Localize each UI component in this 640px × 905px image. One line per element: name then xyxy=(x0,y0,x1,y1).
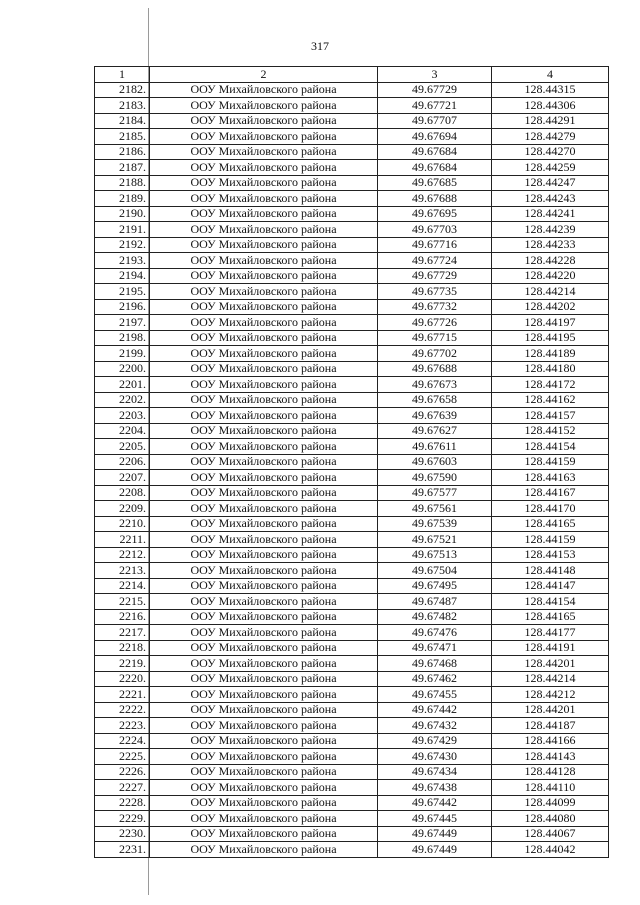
table-row xyxy=(95,346,609,362)
row-number-cell: 2213. xyxy=(95,563,150,579)
table-row xyxy=(95,206,609,222)
area-name-cell: ООУ Михайловского района xyxy=(150,175,378,191)
longitude-cell: 128.44291 xyxy=(492,113,609,129)
row-number-cell: 2189. xyxy=(95,191,150,207)
latitude-cell: 49.67721 xyxy=(378,98,492,114)
area-name-cell: ООУ Михайловского района xyxy=(150,578,378,594)
table-row xyxy=(95,284,609,300)
longitude-cell: 128.44315 xyxy=(492,82,609,98)
table-header-row xyxy=(95,67,609,83)
table-row xyxy=(95,811,609,827)
latitude-cell: 49.67468 xyxy=(378,656,492,672)
latitude-cell: 49.67476 xyxy=(378,625,492,641)
latitude-cell: 49.67429 xyxy=(378,733,492,749)
row-number-cell: 2221. xyxy=(95,687,150,703)
row-number-cell: 2202. xyxy=(95,392,150,408)
latitude-cell: 49.67434 xyxy=(378,764,492,780)
area-name-cell: ООУ Михайловского района xyxy=(150,826,378,842)
area-name-cell: ООУ Михайловского района xyxy=(150,423,378,439)
longitude-cell: 128.44080 xyxy=(492,811,609,827)
row-number-cell: 2197. xyxy=(95,315,150,331)
area-name-cell: ООУ Михайловского района xyxy=(150,547,378,563)
area-name-cell: ООУ Михайловского района xyxy=(150,640,378,656)
longitude-cell: 128.44147 xyxy=(492,578,609,594)
row-number-cell: 2191. xyxy=(95,222,150,238)
longitude-cell: 128.44202 xyxy=(492,299,609,315)
row-number-cell: 2231. xyxy=(95,842,150,858)
latitude-cell: 49.67577 xyxy=(378,485,492,501)
area-name-cell: ООУ Михайловского района xyxy=(150,206,378,222)
table-row xyxy=(95,780,609,796)
row-number-cell: 2229. xyxy=(95,811,150,827)
area-name-cell: ООУ Михайловского района xyxy=(150,733,378,749)
table-row xyxy=(95,764,609,780)
row-number-cell: 2206. xyxy=(95,454,150,470)
longitude-cell: 128.44241 xyxy=(492,206,609,222)
table-row xyxy=(95,532,609,548)
row-number-cell: 2217. xyxy=(95,625,150,641)
table-row xyxy=(95,594,609,610)
area-name-cell: ООУ Михайловского района xyxy=(150,671,378,687)
row-number-cell: 2196. xyxy=(95,299,150,315)
latitude-cell: 49.67487 xyxy=(378,594,492,610)
row-number-cell: 2222. xyxy=(95,702,150,718)
table-row xyxy=(95,98,609,114)
longitude-cell: 128.44067 xyxy=(492,826,609,842)
table-row xyxy=(95,439,609,455)
table-row xyxy=(95,656,609,672)
row-number-cell: 2201. xyxy=(95,377,150,393)
longitude-cell: 128.44162 xyxy=(492,392,609,408)
longitude-cell: 128.44165 xyxy=(492,609,609,625)
row-number-cell: 2190. xyxy=(95,206,150,222)
area-name-cell: ООУ Михайловского района xyxy=(150,454,378,470)
longitude-cell: 128.44195 xyxy=(492,330,609,346)
table-row xyxy=(95,501,609,517)
longitude-cell: 128.44143 xyxy=(492,749,609,765)
latitude-cell: 49.67688 xyxy=(378,361,492,377)
row-number-cell: 2183. xyxy=(95,98,150,114)
longitude-cell: 128.44191 xyxy=(492,640,609,656)
latitude-cell: 49.67726 xyxy=(378,315,492,331)
latitude-cell: 49.67729 xyxy=(378,82,492,98)
row-number-cell: 2184. xyxy=(95,113,150,129)
latitude-cell: 49.67684 xyxy=(378,144,492,160)
row-number-cell: 2227. xyxy=(95,780,150,796)
longitude-cell: 128.44177 xyxy=(492,625,609,641)
latitude-cell: 49.67695 xyxy=(378,206,492,222)
table-row xyxy=(95,330,609,346)
longitude-cell: 128.44214 xyxy=(492,284,609,300)
row-number-cell: 2224. xyxy=(95,733,150,749)
area-name-cell: ООУ Михайловского района xyxy=(150,346,378,362)
row-number-cell: 2207. xyxy=(95,470,150,486)
row-number-cell: 2203. xyxy=(95,408,150,424)
longitude-cell: 128.44153 xyxy=(492,547,609,563)
latitude-cell: 49.67462 xyxy=(378,671,492,687)
table-row xyxy=(95,268,609,284)
row-number-cell: 2208. xyxy=(95,485,150,501)
area-name-cell: ООУ Михайловского района xyxy=(150,299,378,315)
page-number: 317 xyxy=(311,39,329,53)
latitude-cell: 49.67735 xyxy=(378,284,492,300)
area-name-cell: ООУ Михайловского района xyxy=(150,268,378,284)
latitude-cell: 49.67513 xyxy=(378,547,492,563)
column-header-name: 2 xyxy=(150,67,378,83)
row-number-cell: 2214. xyxy=(95,578,150,594)
table-row xyxy=(95,361,609,377)
area-name-cell: ООУ Михайловского района xyxy=(150,532,378,548)
longitude-cell: 128.44159 xyxy=(492,454,609,470)
latitude-cell: 49.67684 xyxy=(378,160,492,176)
row-number-cell: 2205. xyxy=(95,439,150,455)
row-number-cell: 2199. xyxy=(95,346,150,362)
area-name-cell: ООУ Михайловского района xyxy=(150,764,378,780)
row-number-cell: 2192. xyxy=(95,237,150,253)
longitude-cell: 128.44157 xyxy=(492,408,609,424)
area-name-cell: ООУ Михайловского района xyxy=(150,284,378,300)
latitude-cell: 49.67729 xyxy=(378,268,492,284)
latitude-cell: 49.67495 xyxy=(378,578,492,594)
longitude-cell: 128.44233 xyxy=(492,237,609,253)
row-number-cell: 2198. xyxy=(95,330,150,346)
table-row xyxy=(95,222,609,238)
latitude-cell: 49.67611 xyxy=(378,439,492,455)
longitude-cell: 128.44152 xyxy=(492,423,609,439)
longitude-cell: 128.44228 xyxy=(492,253,609,269)
row-number-cell: 2188. xyxy=(95,175,150,191)
longitude-cell: 128.44243 xyxy=(492,191,609,207)
longitude-cell: 128.44110 xyxy=(492,780,609,796)
table-row xyxy=(95,733,609,749)
longitude-cell: 128.44172 xyxy=(492,377,609,393)
row-number-cell: 2212. xyxy=(95,547,150,563)
table-row xyxy=(95,237,609,253)
longitude-cell: 128.44099 xyxy=(492,795,609,811)
area-name-cell: ООУ Михайловского района xyxy=(150,98,378,114)
area-name-cell: ООУ Михайловского района xyxy=(150,191,378,207)
table-row xyxy=(95,191,609,207)
table-row xyxy=(95,129,609,145)
row-number-cell: 2182. xyxy=(95,82,150,98)
area-name-cell: ООУ Михайловского района xyxy=(150,439,378,455)
area-name-cell: ООУ Михайловского района xyxy=(150,361,378,377)
table-row xyxy=(95,299,609,315)
area-name-cell: ООУ Михайловского района xyxy=(150,718,378,734)
area-name-cell: ООУ Михайловского района xyxy=(150,656,378,672)
longitude-cell: 128.44197 xyxy=(492,315,609,331)
table-row xyxy=(95,609,609,625)
area-name-cell: ООУ Михайловского района xyxy=(150,563,378,579)
latitude-cell: 49.67442 xyxy=(378,702,492,718)
row-number-cell: 2215. xyxy=(95,594,150,610)
table-row xyxy=(95,392,609,408)
longitude-cell: 128.44259 xyxy=(492,160,609,176)
coordinates-table xyxy=(94,66,609,858)
longitude-cell: 128.44187 xyxy=(492,718,609,734)
table-row xyxy=(95,253,609,269)
table-row xyxy=(95,516,609,532)
row-number-cell: 2220. xyxy=(95,671,150,687)
latitude-cell: 49.67703 xyxy=(378,222,492,238)
longitude-cell: 128.44270 xyxy=(492,144,609,160)
area-name-cell: ООУ Михайловского района xyxy=(150,485,378,501)
row-number-cell: 2209. xyxy=(95,501,150,517)
row-number-cell: 2187. xyxy=(95,160,150,176)
table-row xyxy=(95,485,609,501)
area-name-cell: ООУ Михайловского района xyxy=(150,113,378,129)
longitude-cell: 128.44165 xyxy=(492,516,609,532)
longitude-cell: 128.44247 xyxy=(492,175,609,191)
area-name-cell: ООУ Михайловского района xyxy=(150,749,378,765)
latitude-cell: 49.67438 xyxy=(378,780,492,796)
table-row xyxy=(95,82,609,98)
latitude-cell: 49.67658 xyxy=(378,392,492,408)
longitude-cell: 128.44163 xyxy=(492,470,609,486)
longitude-cell: 128.44201 xyxy=(492,656,609,672)
table-row xyxy=(95,470,609,486)
latitude-cell: 49.67702 xyxy=(378,346,492,362)
area-name-cell: ООУ Михайловского района xyxy=(150,408,378,424)
longitude-cell: 128.44212 xyxy=(492,687,609,703)
row-number-cell: 2210. xyxy=(95,516,150,532)
row-number-cell: 2226. xyxy=(95,764,150,780)
row-number-cell: 2216. xyxy=(95,609,150,625)
table-row xyxy=(95,175,609,191)
area-name-cell: ООУ Михайловского района xyxy=(150,625,378,641)
area-name-cell: ООУ Михайловского района xyxy=(150,222,378,238)
row-number-cell: 2230. xyxy=(95,826,150,842)
latitude-cell: 49.67471 xyxy=(378,640,492,656)
latitude-cell: 49.67732 xyxy=(378,299,492,315)
table-row xyxy=(95,795,609,811)
table-row xyxy=(95,671,609,687)
area-name-cell: ООУ Михайловского района xyxy=(150,253,378,269)
latitude-cell: 49.67715 xyxy=(378,330,492,346)
latitude-cell: 49.67445 xyxy=(378,811,492,827)
area-name-cell: ООУ Михайловского района xyxy=(150,470,378,486)
row-number-cell: 2219. xyxy=(95,656,150,672)
latitude-cell: 49.67442 xyxy=(378,795,492,811)
longitude-cell: 128.44128 xyxy=(492,764,609,780)
area-name-cell: ООУ Михайловского района xyxy=(150,160,378,176)
table-row xyxy=(95,625,609,641)
row-number-cell: 2194. xyxy=(95,268,150,284)
latitude-cell: 49.67561 xyxy=(378,501,492,517)
table-row xyxy=(95,377,609,393)
area-name-cell: ООУ Михайловского района xyxy=(150,811,378,827)
table-body xyxy=(95,82,609,857)
longitude-cell: 128.44201 xyxy=(492,702,609,718)
table-row xyxy=(95,640,609,656)
table-row xyxy=(95,826,609,842)
latitude-cell: 49.67707 xyxy=(378,113,492,129)
longitude-cell: 128.44214 xyxy=(492,671,609,687)
longitude-cell: 128.44239 xyxy=(492,222,609,238)
area-name-cell: ООУ Михайловского района xyxy=(150,687,378,703)
longitude-cell: 128.44042 xyxy=(492,842,609,858)
latitude-cell: 49.67504 xyxy=(378,563,492,579)
table-row xyxy=(95,144,609,160)
table-row xyxy=(95,563,609,579)
area-name-cell: ООУ Михайловского района xyxy=(150,501,378,517)
latitude-cell: 49.67673 xyxy=(378,377,492,393)
area-name-cell: ООУ Михайловского района xyxy=(150,82,378,98)
latitude-cell: 49.67430 xyxy=(378,749,492,765)
row-number-cell: 2200. xyxy=(95,361,150,377)
table-row xyxy=(95,423,609,439)
area-name-cell: ООУ Михайловского района xyxy=(150,237,378,253)
area-name-cell: ООУ Михайловского района xyxy=(150,392,378,408)
latitude-cell: 49.67539 xyxy=(378,516,492,532)
latitude-cell: 49.67603 xyxy=(378,454,492,470)
table-row xyxy=(95,702,609,718)
table-row xyxy=(95,687,609,703)
row-number-cell: 2185. xyxy=(95,129,150,145)
area-name-cell: ООУ Михайловского района xyxy=(150,795,378,811)
latitude-cell: 49.67627 xyxy=(378,423,492,439)
longitude-cell: 128.44154 xyxy=(492,439,609,455)
row-number-cell: 2186. xyxy=(95,144,150,160)
latitude-cell: 49.67449 xyxy=(378,842,492,858)
latitude-cell: 49.67694 xyxy=(378,129,492,145)
table-row xyxy=(95,842,609,858)
table-row xyxy=(95,578,609,594)
table-row xyxy=(95,718,609,734)
longitude-cell: 128.44189 xyxy=(492,346,609,362)
longitude-cell: 128.44180 xyxy=(492,361,609,377)
area-name-cell: ООУ Михайловского района xyxy=(150,842,378,858)
area-name-cell: ООУ Михайловского района xyxy=(150,129,378,145)
area-name-cell: ООУ Михайловского района xyxy=(150,594,378,610)
table-row xyxy=(95,315,609,331)
latitude-cell: 49.67432 xyxy=(378,718,492,734)
area-name-cell: ООУ Михайловского района xyxy=(150,780,378,796)
longitude-cell: 128.44170 xyxy=(492,501,609,517)
longitude-cell: 128.44220 xyxy=(492,268,609,284)
longitude-cell: 128.44167 xyxy=(492,485,609,501)
latitude-cell: 49.67521 xyxy=(378,532,492,548)
row-number-cell: 2225. xyxy=(95,749,150,765)
row-number-cell: 2218. xyxy=(95,640,150,656)
latitude-cell: 49.67455 xyxy=(378,687,492,703)
latitude-cell: 49.67685 xyxy=(378,175,492,191)
table-row xyxy=(95,547,609,563)
latitude-cell: 49.67639 xyxy=(378,408,492,424)
area-name-cell: ООУ Михайловского района xyxy=(150,144,378,160)
column-header-longitude: 4 xyxy=(492,67,609,83)
area-name-cell: ООУ Михайловского района xyxy=(150,609,378,625)
latitude-cell: 49.67724 xyxy=(378,253,492,269)
row-number-cell: 2204. xyxy=(95,423,150,439)
longitude-cell: 128.44279 xyxy=(492,129,609,145)
latitude-cell: 49.67688 xyxy=(378,191,492,207)
column-header-latitude: 3 xyxy=(378,67,492,83)
longitude-cell: 128.44148 xyxy=(492,563,609,579)
column-header-number: 1 xyxy=(95,67,150,83)
area-name-cell: ООУ Михайловского района xyxy=(150,702,378,718)
latitude-cell: 49.67449 xyxy=(378,826,492,842)
latitude-cell: 49.67590 xyxy=(378,470,492,486)
row-number-cell: 2211. xyxy=(95,532,150,548)
longitude-cell: 128.44154 xyxy=(492,594,609,610)
latitude-cell: 49.67716 xyxy=(378,237,492,253)
row-number-cell: 2193. xyxy=(95,253,150,269)
area-name-cell: ООУ Михайловского района xyxy=(150,330,378,346)
area-name-cell: ООУ Михайловского района xyxy=(150,516,378,532)
table-row xyxy=(95,160,609,176)
table-row xyxy=(95,113,609,129)
longitude-cell: 128.44306 xyxy=(492,98,609,114)
area-name-cell: ООУ Михайловского района xyxy=(150,315,378,331)
area-name-cell: ООУ Михайловского района xyxy=(150,377,378,393)
table-row xyxy=(95,749,609,765)
latitude-cell: 49.67482 xyxy=(378,609,492,625)
row-number-cell: 2223. xyxy=(95,718,150,734)
table-row xyxy=(95,408,609,424)
row-number-cell: 2228. xyxy=(95,795,150,811)
table-row xyxy=(95,454,609,470)
row-number-cell: 2195. xyxy=(95,284,150,300)
longitude-cell: 128.44166 xyxy=(492,733,609,749)
longitude-cell: 128.44159 xyxy=(492,532,609,548)
